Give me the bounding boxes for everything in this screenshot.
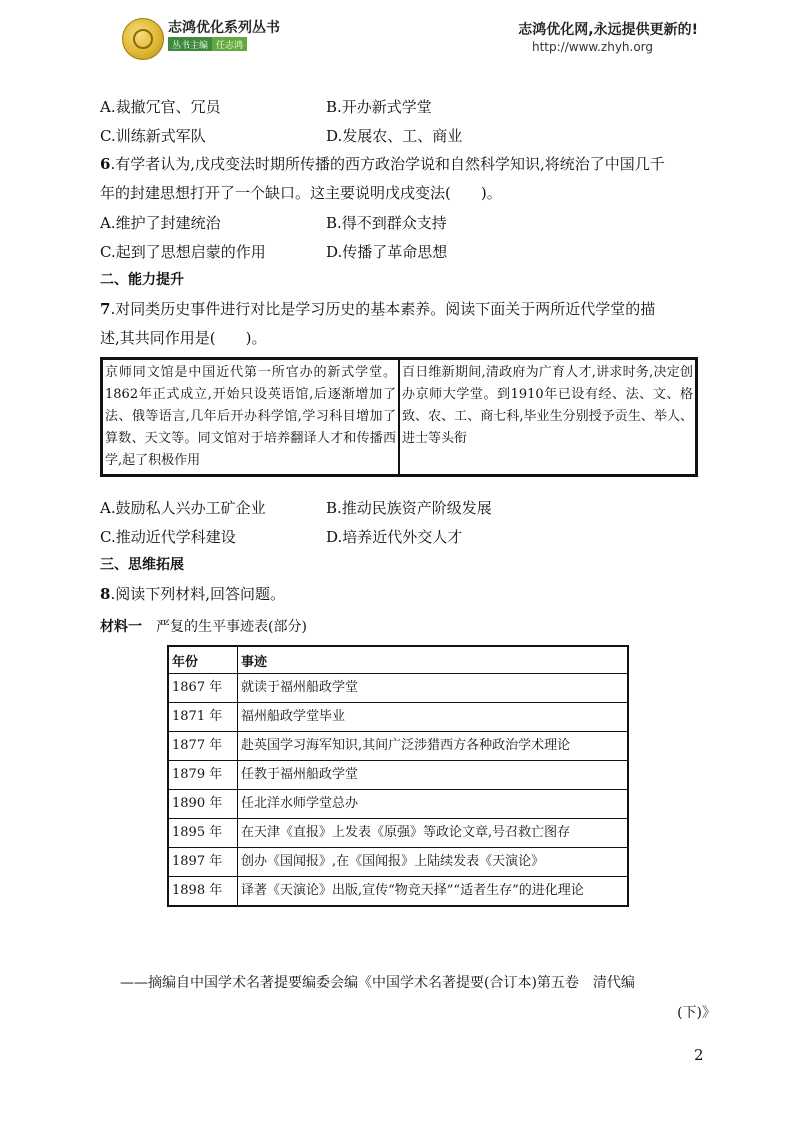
series-title: 志鸿优化系列丛书 <box>168 20 280 36</box>
question-number: 7 <box>100 300 111 318</box>
header-slogan: 志鸿优化网,永远提供更新的! <box>518 22 698 38</box>
year-cell: 1897 年 <box>168 848 238 877</box>
option-d: D.培养近代外交人才 <box>326 528 463 546</box>
question-number: 6 <box>100 155 111 173</box>
option-a: A.维护了封建统治 <box>100 214 221 232</box>
question-number: 8 <box>100 585 111 603</box>
option-c: C.训练新式军队 <box>100 127 206 145</box>
table-row <box>168 761 628 790</box>
table-header-row <box>168 646 628 674</box>
q8-stem <box>100 580 700 609</box>
table-row <box>168 819 628 848</box>
table-row <box>168 732 628 761</box>
option-c: C.推动近代学科建设 <box>100 528 236 546</box>
option-b: B.推动民族资产阶级发展 <box>326 499 492 517</box>
event-cell: 就读于福州船政学堂 <box>238 674 629 703</box>
q5-option-row <box>100 92 700 121</box>
table-row <box>168 790 628 819</box>
q6-option-row <box>100 208 700 237</box>
source-line1: ——摘编自中国学术名著提要编委会编《中国学术名著提要(合订本)第五卷 清代编 <box>120 975 635 991</box>
event-cell: 译著《天演论》出版,宣传“物竞天择”“适者生存”的进化理论 <box>238 877 629 907</box>
table-row <box>168 877 628 907</box>
event-cell: 赴英国学习海军知识,其间广泛涉猎西方各种政治学术理论 <box>238 732 629 761</box>
material-label: 材料一 <box>100 619 142 635</box>
q7-line2: 述,其共同作用是( )。 <box>100 329 267 347</box>
option-c: C.起到了思想启蒙的作用 <box>100 243 266 261</box>
q6-line2: 年的封建思想打开了一个缺口。这主要说明戊戌变法( )。 <box>100 184 502 202</box>
year-cell: 1877 年 <box>168 732 238 761</box>
q7-line1: .对同类历史事件进行对比是学习历史的基本素养。阅读下面关于两所近代学堂的描 <box>110 300 656 318</box>
page-header <box>0 0 800 66</box>
editor-name: 任志鸿 <box>212 37 247 51</box>
editor-badge <box>168 37 247 51</box>
q8-text: .阅读下列材料,回答问题。 <box>110 585 285 603</box>
table-cell-tongwenguan: 京师同文馆是中国近代第一所官办的新式学堂。1862年正式成立,开始只设英语馆,后逐渐增加了法、俄等语言,几年后开办科学馆,学习科目增加了算数、天文等。同文馆对于培养翻译人才和传播西学,起了积极作用 <box>102 359 400 476</box>
year-cell: 1879 年 <box>168 761 238 790</box>
q6-option-row <box>100 237 700 266</box>
q7-option-row <box>100 522 700 551</box>
q5-option-row <box>100 121 700 150</box>
column-header-event: 事迹 <box>238 646 629 674</box>
option-d: D.发展农、工、商业 <box>326 127 463 145</box>
table-row <box>102 359 697 476</box>
column-header-year: 年份 <box>168 646 238 674</box>
year-cell: 1871 年 <box>168 703 238 732</box>
publisher-logo <box>122 18 164 60</box>
editor-label: 丛书主编 <box>168 37 212 51</box>
event-cell: 在天津《直报》上发表《原强》等政论文章,号召救亡图存 <box>238 819 629 848</box>
year-cell: 1890 年 <box>168 790 238 819</box>
year-cell: 1895 年 <box>168 819 238 848</box>
option-a: A.裁撤冗官、冗员 <box>100 98 221 116</box>
material-caption: 严复的生平事迹表(部分) <box>156 619 307 635</box>
page-number: 2 <box>694 1046 704 1064</box>
table-row <box>168 674 628 703</box>
table-row <box>168 703 628 732</box>
option-a: A.鼓励私人兴办工矿企业 <box>100 499 266 517</box>
material-title <box>100 615 700 639</box>
year-cell: 1898 年 <box>168 877 238 907</box>
q6-stem <box>100 150 700 179</box>
comparison-table <box>100 357 698 477</box>
event-cell: 任教于福州船政学堂 <box>238 761 629 790</box>
source-citation <box>120 968 716 1028</box>
option-b: B.得不到群众支持 <box>326 214 447 232</box>
section-heading: 三、思维拓展 <box>100 557 184 573</box>
header-url[interactable]: http://www.zhyh.org <box>532 40 654 54</box>
q7-option-row <box>100 493 700 522</box>
option-d: D.传播了革命思想 <box>326 243 448 261</box>
q7-stem <box>100 295 700 324</box>
event-cell: 福州船政学堂毕业 <box>238 703 629 732</box>
source-line2: (下)》 <box>677 1005 716 1021</box>
event-cell: 创办《国闻报》,在《国闻报》上陆续发表《天演论》 <box>238 848 629 877</box>
year-cell: 1867 年 <box>168 674 238 703</box>
table-cell-jingshi-daxuetang: 百日维新期间,清政府为广育人才,讲求时务,决定创办京师大学堂。到1910年已设有经、法、文、格致、农、工、商七科,毕业生分别授予贡生、举人、进士等头衔 <box>399 359 697 476</box>
document-body <box>100 92 700 907</box>
table-row <box>168 848 628 877</box>
section-heading: 二、能力提升 <box>100 272 184 288</box>
biography-table <box>167 645 629 907</box>
event-cell: 任北洋水师学堂总办 <box>238 790 629 819</box>
option-b: B.开办新式学堂 <box>326 98 432 116</box>
q6-line1: .有学者认为,戊戌变法时期所传播的西方政治学说和自然科学知识,将统治了中国几千 <box>110 155 665 173</box>
